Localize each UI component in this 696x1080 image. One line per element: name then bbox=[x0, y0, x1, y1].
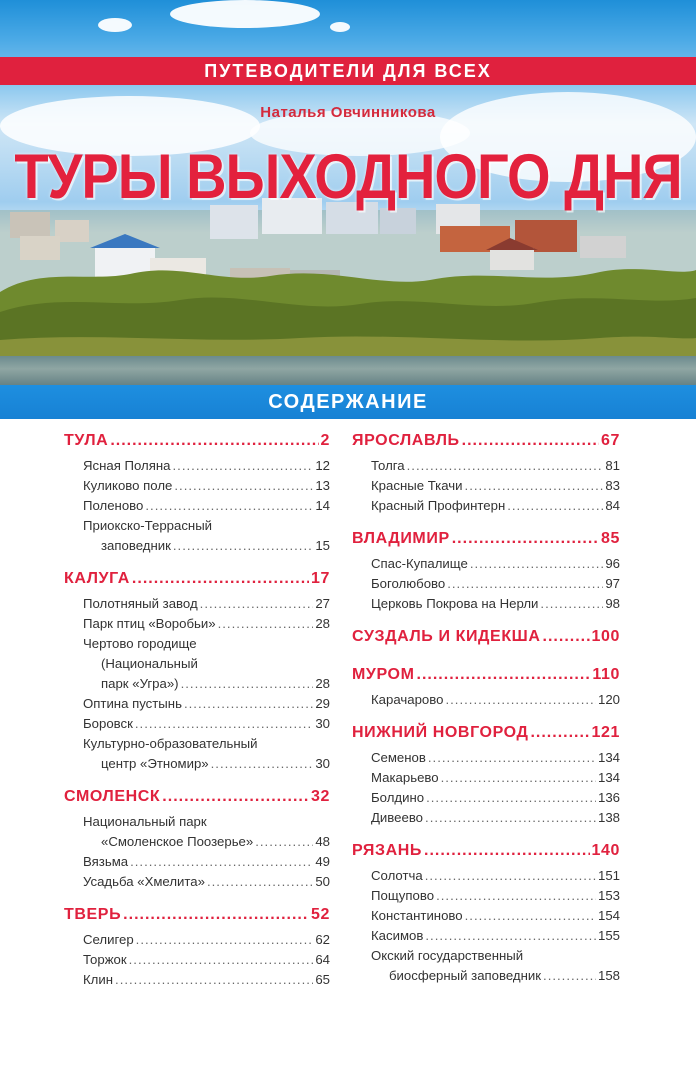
toc-city-page: 67 bbox=[601, 432, 620, 449]
toc-entry[interactable] bbox=[352, 692, 620, 712]
toc-city[interactable] bbox=[352, 666, 620, 692]
dot-leader bbox=[135, 716, 313, 731]
toc-entry-page: 134 bbox=[597, 770, 620, 785]
dot-leader bbox=[462, 432, 599, 450]
toc-entry-title: Оптина пустынь bbox=[83, 696, 182, 711]
book-title: ТУРЫ ВЫХОДНОГО ДНЯ bbox=[14, 140, 682, 212]
toc-entry-line: Культурно-образовательный bbox=[83, 736, 258, 751]
toc-city[interactable] bbox=[352, 432, 620, 458]
toc-entry[interactable] bbox=[352, 770, 620, 790]
toc-entry[interactable] bbox=[352, 458, 620, 478]
toc-city-title: ЯРОСЛАВЛЬ bbox=[352, 432, 460, 449]
toc-city[interactable] bbox=[64, 906, 330, 932]
toc-section bbox=[64, 570, 330, 788]
dot-leader bbox=[173, 538, 313, 553]
toc-entry[interactable] bbox=[64, 696, 330, 716]
toc-entry-page: 151 bbox=[597, 868, 620, 883]
toc-entry[interactable] bbox=[64, 972, 330, 992]
toc-entry-page: 65 bbox=[315, 972, 330, 987]
toc-entry[interactable] bbox=[352, 556, 620, 576]
section-gap bbox=[64, 894, 330, 906]
toc-entry-title: Болдино bbox=[371, 790, 425, 805]
toc-entry-title: Макарьево bbox=[371, 770, 439, 785]
toc-entry-title: Спас-Купалище bbox=[371, 556, 468, 571]
toc-entry-page: 97 bbox=[605, 576, 620, 591]
toc-entry[interactable] bbox=[64, 676, 330, 696]
toc-entry-page: 28 bbox=[315, 676, 330, 691]
dot-leader bbox=[110, 432, 318, 450]
dot-leader bbox=[425, 868, 596, 883]
toc-entry-page: 96 bbox=[605, 556, 620, 571]
toc-entry-line: Окский государственный bbox=[371, 948, 524, 963]
section-gap bbox=[64, 558, 330, 570]
toc-city-title: РЯЗАНЬ bbox=[352, 842, 423, 859]
toc-entry[interactable] bbox=[352, 810, 620, 830]
toc-entry-title: Боголюбово bbox=[371, 576, 446, 591]
toc-entry[interactable] bbox=[64, 834, 330, 854]
toc-city-page: 110 bbox=[592, 666, 620, 683]
toc-entry-title: парк «Угра») bbox=[101, 676, 179, 691]
dot-leader bbox=[255, 834, 313, 849]
toc-entry-page: 62 bbox=[315, 932, 330, 947]
toc-entry-page: 28 bbox=[315, 616, 330, 631]
toc-entry-title: Боровск bbox=[83, 716, 133, 731]
dot-leader bbox=[174, 478, 313, 493]
toc-entry[interactable] bbox=[64, 874, 330, 894]
toc-city[interactable] bbox=[64, 788, 330, 814]
section-gap bbox=[352, 712, 620, 724]
dot-leader bbox=[218, 616, 314, 631]
toc-city-page: 17 bbox=[311, 570, 330, 587]
toc-section bbox=[64, 432, 330, 570]
toc-entry-title: Дивеево bbox=[371, 810, 424, 825]
toc-city[interactable] bbox=[352, 530, 620, 556]
toc-entry[interactable] bbox=[352, 868, 620, 888]
toc-city-page: 140 bbox=[591, 842, 620, 859]
series-title: ПУТЕВОДИТЕЛИ ДЛЯ ВСЕХ bbox=[204, 61, 492, 81]
toc-entry-page: 134 bbox=[597, 750, 620, 765]
toc-entry-title: Поленово bbox=[83, 498, 144, 513]
dot-leader bbox=[145, 498, 313, 513]
toc-city-page: 32 bbox=[311, 788, 330, 805]
toc-entry-page: 30 bbox=[315, 716, 330, 731]
toc-entry-line: Приокско-Террасный bbox=[83, 518, 213, 533]
toc-entry-title: Карачарово bbox=[371, 692, 444, 707]
toc-entry-title: «Смоленское Поозерье» bbox=[101, 834, 254, 849]
toc-entry-page: 14 bbox=[315, 498, 330, 513]
toc-section bbox=[352, 842, 620, 1000]
section-gap bbox=[64, 776, 330, 788]
toc-entry[interactable] bbox=[352, 888, 620, 908]
dot-leader bbox=[441, 770, 596, 785]
dot-leader bbox=[115, 972, 313, 987]
toc-entry-title: заповедник bbox=[101, 538, 171, 553]
toc-section bbox=[352, 628, 620, 666]
toc-section bbox=[352, 530, 620, 628]
dot-leader bbox=[200, 596, 314, 611]
dot-leader bbox=[207, 874, 313, 889]
dot-leader bbox=[465, 478, 604, 493]
toc-city[interactable] bbox=[352, 628, 620, 654]
toc-entry[interactable] bbox=[352, 928, 620, 948]
toc-entry[interactable] bbox=[352, 908, 620, 928]
dot-leader bbox=[540, 596, 603, 611]
section-gap bbox=[352, 654, 620, 666]
toc-entry-title: Торжок bbox=[83, 952, 127, 967]
dot-leader bbox=[425, 928, 596, 943]
toc-entry[interactable] bbox=[64, 478, 330, 498]
toc-entry-page: 48 bbox=[315, 834, 330, 849]
toc-entry-title: Полотняный завод bbox=[83, 596, 198, 611]
toc-city[interactable] bbox=[64, 570, 330, 596]
toc-city-title: ВЛАДИМИР bbox=[352, 530, 450, 547]
dot-leader bbox=[425, 810, 596, 825]
toc-entry-title: Куликово поле bbox=[83, 478, 173, 493]
toc-entry-page: 15 bbox=[315, 538, 330, 553]
toc-entry-page: 154 bbox=[597, 908, 620, 923]
toc-city-page: 100 bbox=[591, 628, 620, 645]
toc-entry[interactable] bbox=[352, 478, 620, 498]
toc-city-page: 85 bbox=[601, 530, 620, 547]
dot-leader bbox=[543, 968, 596, 983]
toc-entry[interactable] bbox=[64, 716, 330, 736]
dot-leader bbox=[123, 906, 309, 924]
toc-entry[interactable] bbox=[352, 498, 620, 518]
toc-entry-title: Селигер bbox=[83, 932, 134, 947]
toc-section bbox=[352, 666, 620, 724]
toc-entry[interactable] bbox=[64, 458, 330, 478]
toc-entry-page: 13 bbox=[315, 478, 330, 493]
toc-section bbox=[64, 788, 330, 906]
toc-entry-page: 153 bbox=[597, 888, 620, 903]
toc-entry-page: 81 bbox=[605, 458, 620, 473]
dot-leader bbox=[426, 790, 596, 805]
toc-entry-title: Пощупово bbox=[371, 888, 435, 903]
toc-entry[interactable] bbox=[64, 932, 330, 952]
section-gap bbox=[352, 518, 620, 530]
toc-entry[interactable] bbox=[64, 952, 330, 972]
riverbank-trees bbox=[0, 262, 696, 362]
dot-leader bbox=[132, 570, 309, 588]
dot-leader bbox=[530, 724, 589, 742]
toc-right-column bbox=[352, 432, 620, 1000]
toc-entry[interactable] bbox=[64, 616, 330, 636]
dot-leader bbox=[136, 932, 314, 947]
toc-entry-title: Клин bbox=[83, 972, 114, 987]
toc-entry-page: 136 bbox=[597, 790, 620, 805]
dot-leader bbox=[445, 692, 596, 707]
toc-entry[interactable] bbox=[352, 790, 620, 810]
toc-entry-title: Ясная Поляна bbox=[83, 458, 171, 473]
toc-entry-page: 98 bbox=[605, 596, 620, 611]
section-gap bbox=[352, 830, 620, 842]
toc-section bbox=[64, 906, 330, 1004]
dot-leader bbox=[211, 756, 314, 771]
toc-entry[interactable] bbox=[64, 596, 330, 616]
dot-leader bbox=[428, 750, 596, 765]
toc-entry-title: Усадьба «Хмелита» bbox=[83, 874, 205, 889]
toc-entry[interactable] bbox=[352, 596, 620, 616]
toc-entry-page: 49 bbox=[315, 854, 330, 869]
toc-city[interactable] bbox=[64, 432, 330, 458]
toc-entry-title: Солотча bbox=[371, 868, 423, 883]
toc-entry[interactable] bbox=[352, 750, 620, 770]
toc-entry-page: 29 bbox=[315, 696, 330, 711]
dot-leader bbox=[130, 854, 313, 869]
toc-entry-page: 30 bbox=[315, 756, 330, 771]
toc-entry-page: 50 bbox=[315, 874, 330, 889]
toc-entry-page: 83 bbox=[605, 478, 620, 493]
toc-entry-line: Чертово городище bbox=[83, 636, 197, 651]
dot-leader bbox=[181, 676, 314, 691]
toc-section bbox=[352, 432, 620, 530]
author-name: Наталья Овчинникова bbox=[260, 104, 436, 121]
toc-entry[interactable] bbox=[64, 538, 330, 558]
toc-entry-title: Красный Профинтерн bbox=[371, 498, 506, 513]
dot-leader bbox=[507, 498, 603, 513]
toc-entry-line: Национальный парк bbox=[83, 814, 207, 829]
dot-leader bbox=[417, 666, 591, 684]
toc-entry-title: Парк птиц «Воробьи» bbox=[83, 616, 216, 631]
toc-entry-title: Красные Ткачи bbox=[371, 478, 463, 493]
toc-entry-page: 158 bbox=[597, 968, 620, 983]
dot-leader bbox=[162, 788, 309, 806]
toc-entry-page: 12 bbox=[315, 458, 330, 473]
dot-leader bbox=[447, 576, 603, 591]
toc-city-page: 52 bbox=[311, 906, 330, 923]
toc-entry[interactable] bbox=[352, 968, 620, 988]
dot-leader bbox=[452, 530, 599, 548]
toc-city-title: ТВЕРЬ bbox=[64, 906, 122, 923]
section-gap bbox=[352, 988, 620, 1000]
toc-city-title: ТУЛА bbox=[64, 432, 109, 449]
toc-left-column bbox=[64, 432, 330, 1004]
toc-entry-title: Церковь Покрова на Нерли bbox=[371, 596, 539, 611]
dot-leader bbox=[465, 908, 596, 923]
toc-city-page: 121 bbox=[591, 724, 620, 741]
dot-leader bbox=[436, 888, 596, 903]
toc-city-title: СУЗДАЛЬ И КИДЕКША bbox=[352, 628, 541, 645]
dot-leader bbox=[129, 952, 314, 967]
toc-entry[interactable] bbox=[64, 756, 330, 776]
toc-entry-title: Касимов bbox=[371, 928, 424, 943]
toc-entry-title: Толга bbox=[371, 458, 405, 473]
toc-city-title: КАЛУГА bbox=[64, 570, 130, 587]
toc-section bbox=[352, 724, 620, 842]
toc-city[interactable] bbox=[352, 842, 620, 868]
dot-leader bbox=[184, 696, 313, 711]
dot-leader bbox=[424, 842, 589, 860]
toc-city-page: 2 bbox=[320, 432, 330, 449]
toc-entry-page: 120 bbox=[597, 692, 620, 707]
toc-entry-title: центр «Этномир» bbox=[101, 756, 209, 771]
toc-entry-title: Константиново bbox=[371, 908, 463, 923]
toc-entry-page: 27 bbox=[315, 596, 330, 611]
toc-entry-title: Семенов bbox=[371, 750, 426, 765]
toc-entry-title: Вязьма bbox=[83, 854, 129, 869]
section-gap bbox=[64, 992, 330, 1004]
contents-heading: СОДЕРЖАНИЕ bbox=[268, 391, 428, 413]
toc-entry-line: (Национальный bbox=[101, 656, 198, 671]
toc-entry-title: биосферный заповедник bbox=[389, 968, 542, 983]
toc-entry-page: 84 bbox=[605, 498, 620, 513]
dot-leader bbox=[543, 628, 590, 646]
river bbox=[0, 356, 696, 388]
toc-entry[interactable] bbox=[64, 854, 330, 874]
toc-entry-page: 64 bbox=[315, 952, 330, 967]
toc-entry-page: 155 bbox=[597, 928, 620, 943]
toc-city[interactable] bbox=[352, 724, 620, 750]
dot-leader bbox=[173, 458, 314, 473]
toc-city-title: НИЖНИЙ НОВГОРОД bbox=[352, 724, 529, 741]
dot-leader bbox=[470, 556, 603, 571]
section-gap bbox=[352, 616, 620, 628]
dot-leader bbox=[407, 458, 604, 473]
toc-entry[interactable] bbox=[64, 498, 330, 518]
toc-city-title: СМОЛЕНСК bbox=[64, 788, 161, 805]
toc-city-title: МУРОМ bbox=[352, 666, 415, 683]
toc-entry-page: 138 bbox=[597, 810, 620, 825]
toc-entry[interactable] bbox=[352, 576, 620, 596]
